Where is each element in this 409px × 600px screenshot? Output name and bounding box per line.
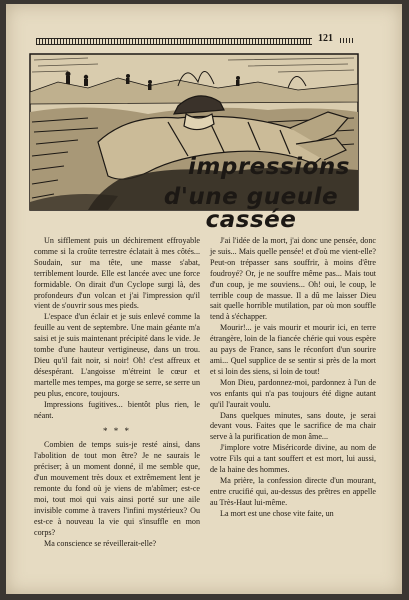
right-column bbox=[210, 236, 376, 520]
paragraph: L'espace d'un éclair et je suis enlevé comme la feuille au vent de septembre. Une main géante m'a saisi et je suis maintenant précipité dans le vide. Je tombe d'une hauteur vertigineuse, dans un trou. Dieu qu'il fait noir, si noir! Oh! c'est affreux et désespérant. L'angoisse m'étreint le cœur et martelle mes tempes, ma gorge se serre, se serre un peu plus, encore, toujours. bbox=[34, 312, 200, 398]
section-separator: * * * bbox=[103, 426, 131, 437]
paragraph: Impressions fugitives... bientôt plus rien, le néant. bbox=[34, 399, 200, 420]
paragraph: Dans quelques minutes, sans doute, je serai devant vous. Faites que le sacrifice de ma chair serve à la purification de mon âme... bbox=[210, 410, 376, 442]
left-column bbox=[34, 236, 200, 549]
paragraph: Combien de temps suis-je resté ainsi, dans l'abolition de tout mon être? Je ne saurais le préciser; à un moment donné, il me semble que, d'un mouvement très doux et extrêmement lent je remonte du fond où je viens de m'abîmer; est-ce moi, tout moi qui vais ainsi porté sur une aile invisible comme à travers l'infini mystérieux? Ou est-ce à nouveau la vie qui s'insuffle en mon corps? bbox=[34, 440, 200, 537]
article-title bbox=[132, 152, 362, 233]
article-title-line2: d'une gueule cassée bbox=[163, 184, 339, 233]
header-rule bbox=[36, 38, 312, 45]
magazine-page bbox=[6, 4, 402, 594]
paragraph: Mourir!... je vais mourir et mourir ici, en terre étrangère, loin de la fiancée chérie qui vous espère au pays de France, sans le réconfort d'un sourire ami... Quel supplice de se sentir si près de la mort et si loin des siens, si loin de tout! bbox=[210, 323, 376, 376]
page-header bbox=[36, 33, 356, 46]
paragraph: La mort est une chose vite faite, un bbox=[220, 508, 334, 518]
paragraph: Un sifflement puis un déchirement effroyable comme si la croûte terrestre éclatait à mes côtés... Soudain, sur ma tête, une masse s'abat, terriblement lourde. Elle est lancée avec une force formidable. On dirait d'un Cyclope surgi là, des profondeurs d'un volcan et j'ai l'impression qu'il vient de s'ouvrir sous mes pieds. bbox=[34, 236, 200, 311]
paragraph: Mon Dieu, pardonnez-moi, pardonnez à l'un de vos enfants qui n'a pas toujours été digne autant qu'il l'aurait voulu. bbox=[210, 377, 376, 409]
paragraph: Ma prière, la confession directe d'un mourant, entre crucifié qui, au-dessus des prêtres en appelle au Très-Haut lui-même. bbox=[210, 475, 376, 507]
header-rule-end bbox=[340, 38, 354, 43]
paragraph: J'ai l'idée de la mort, j'ai donc une pensée, donc je suis... Mais quelle pensée! et d'où me vient-elle? Peut-on trépasser sans souffrir, à moins d'être foudroyé? Or, je ne souffre même pas... Mais tout d'un coup, je me souviens... Oh! oui, le coup, le terrible coup de massue. Il a dû me laisser Dieu sait quelle horrible mutilation, par où mon souffle tend à s'échapper. bbox=[210, 236, 376, 322]
paragraph: Ma conscience se réveillerait-elle? bbox=[44, 538, 157, 548]
article-title-line1: impressions bbox=[188, 154, 350, 180]
paragraph: J'implore votre Miséricorde divine, au nom de votre Fils qui a tant souffert et est mort, lui aussi, de la haine des hommes. bbox=[210, 443, 376, 475]
page-number: 121 bbox=[318, 33, 333, 44]
